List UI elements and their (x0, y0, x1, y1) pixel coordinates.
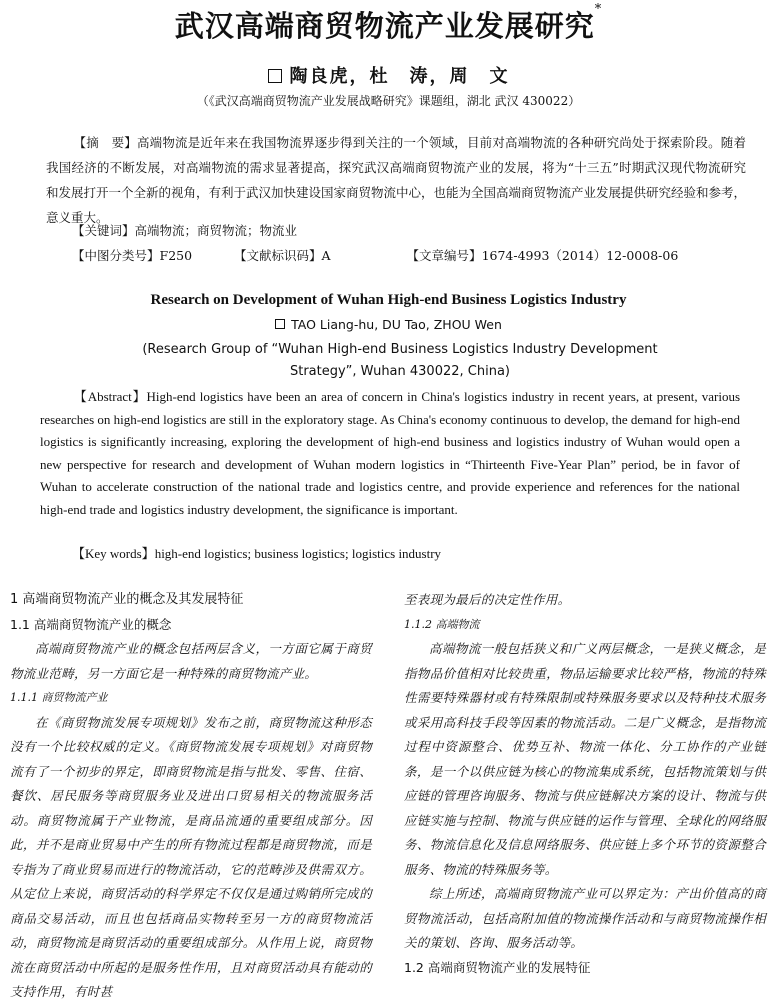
affiliation-en: (Research Group of “Wuhan High-end Business Logistics Industry Development Strategy”, Wuhan 430022, China) (142, 342, 658, 379)
subsection-heading: 1.2 高端商贸物流产业的发展特征 (404, 959, 591, 975)
body-column-right (404, 588, 766, 980)
paragraph: 在《商贸物流发展专项规划》发布之前，商贸物流这种形态没有一个比较权威的定义。《商贸物流发展专项规划》对商贸物流有了一个初步的界定，即商贸物流是指与批发、零售、住宿、餐饮、居民服务等商贸服务业及进出口贸易相关的物流服务活动。商贸物流属于产业物流，是商品流通的重要组成部分。因此，并不是商业贸易中产生的所有物流过程都是商贸物流，而是专指为了商业贸易而进行的物流活动，它的范畴涉及供需双方。从定位上来说，商贸活动的科学界定不仅仅是通过购销所完成的商品交易活动，而且也包括商品实物转至另一方的商贸物流活动，商贸物流是商贸活动的重要组成部分。从作用上说，商贸物流在商贸活动中所起的是服务性作用，且对商贸活动具有能动的支持作用，有时甚 (10, 714, 372, 999)
paper-title: 武汉高端商贸物流产业发展研究* (174, 2, 603, 43)
clc-label: 【中图分类号】 (72, 248, 160, 263)
paper-title-en: Research on Development of Wuhan High-end Business Logistics Industry (150, 292, 627, 308)
subsubsection-heading: 1.1.2 高端物流 (404, 617, 480, 631)
doc-code-value: A (321, 248, 331, 263)
subsection-heading: 1.1 高端商贸物流产业的概念 (10, 616, 172, 632)
paragraph: 综上所述，高端商贸物流产业可以界定为：产出价值高的商贸物流活动，包括高附加值的物流操作活动和与商贸物流操作相关的策划、咨询、服务活动等。 (404, 886, 766, 950)
authors-en: TAO Liang-hu, DU Tao, ZHOU Wen (0, 317, 777, 332)
abstract-cn (46, 130, 746, 230)
classification-line (72, 246, 712, 264)
authors-cn: 陶良虎，杜 涛，周 文 (0, 62, 777, 88)
paragraph: 高端商贸物流产业的概念包括两层含义，一方面它属于商贸物流业范畴，另一方面它是一种特殊的商贸物流产业。 (10, 641, 372, 681)
article-no-value: 1674-4993（2014）12-0008-06 (481, 248, 679, 263)
abstract-en-text: High-end logistics have been an area of concern in China's logistics industry in recent years, at present, various researches on high-end logistics are still in the exploratory stage. As China's economy continuous to develop, the demand for high-end logistics is significantly increasing, exploring the development of high-end business and logistics industry of Wuhan would open a new perspective for research and development of Wuhan modern logistics in “Thirteenth Five-Year Plan” period, be in favor of Wuhan to accelerate construction of the national trade and logistics centre, and provide experience and references for the national high-end trade and logistics industry development, the significance is important. (40, 389, 740, 517)
paragraph: 至表现为最后的决定性作用。 (404, 592, 571, 607)
affiliation-cn: （《武汉高端商贸物流产业发展战略研究》课题组，湖北 武汉 430022） (196, 94, 581, 108)
doc-code-label: 【文献标识码】 (234, 248, 322, 263)
abstract-en (40, 386, 740, 522)
article-no-label: 【文章编号】 (406, 248, 482, 263)
section-heading: 1 高端商贸物流产业的概念及其发展特征 (10, 592, 244, 607)
keywords-en: 【Key words】high-end logistics; business logistics; logistics industry (72, 546, 442, 561)
abstract-cn-text: 高端物流是近年来在我国物流界逐步得到关注的一个领域，目前对高端物流的各种研究尚处于探索阶段。随着我国经济的不断发展，对高端物流的需求显著提高，探究武汉高端商贸物流产业的发展，将为“十三五”时期武汉现代物流研究和发展打开一个全新的视角，有利于武汉加快建设国家商贸物流中心，也能为全国高端商贸物流产业发展提供研究经验和参考，意义重大。 (46, 135, 747, 225)
abstract-en-label: 【Abstract】 (73, 389, 147, 404)
abstract-cn-label: 【摘 要】 (73, 135, 137, 150)
checkbox-square-icon (275, 319, 285, 329)
keywords-cn: 【关键词】高端物流；商贸物流；物流业 (72, 223, 298, 238)
body-column-left (10, 588, 372, 1005)
subsubsection-heading: 1.1.1 商贸物流产业 (10, 691, 108, 704)
title-footnote-mark: * (594, 2, 603, 17)
clc-value: F250 (159, 248, 193, 263)
paragraph: 高端物流一般包括狭义和广义两层概念，一是狭义概念，是指物品价值相对比较贵重，物品运输要求比较严格，物流的特殊性需要特殊器材或有特殊限制或特殊服务要求以及特种技术服务或采用高科技手段等因素的物流活动。二是广义概念，是指物流过程中资源整合、优势互补、物流一体化、分工协作的产业链条，是一个以供应链为核心的物流集成系统，包括物流策划与供应链的管理咨询服务、物流与供应链解决方案的设计、物流与供应链实施与控制、物流与供应链的运作与管理、全球化的网络服务、物流信息化及信息网络服务、供应链上多个环节的资源整合服务、物流的特殊服务等。 (404, 641, 766, 877)
checkbox-square-icon (268, 69, 282, 83)
